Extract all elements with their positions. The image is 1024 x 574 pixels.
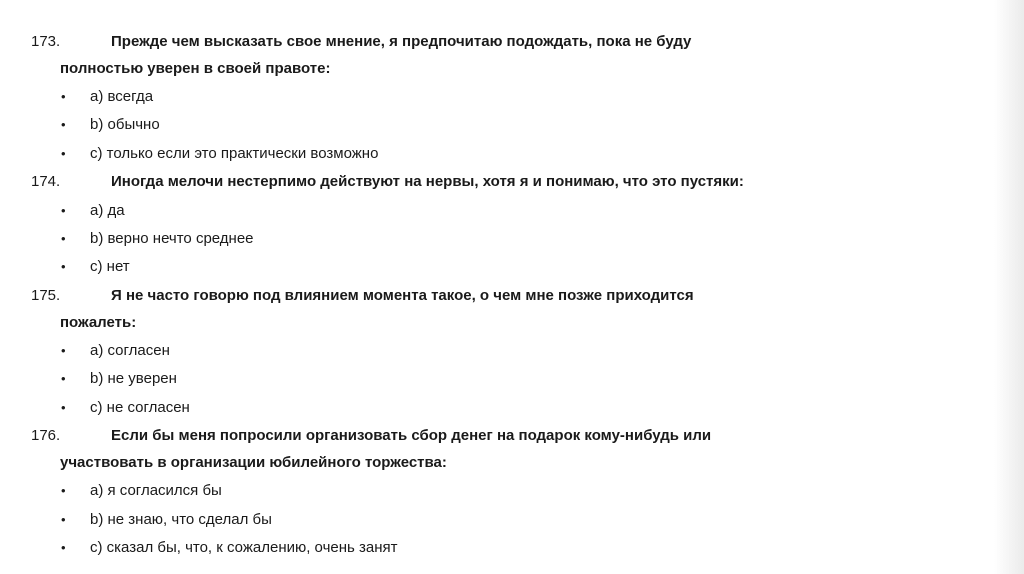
bullet-icon: • <box>61 203 66 218</box>
answer-option-label: c) не согласен <box>90 399 190 416</box>
answer-option-label: b) обычно <box>90 116 160 133</box>
answer-option-label: b) верно нечто среднее <box>90 230 254 247</box>
question-number: 174. <box>31 173 61 190</box>
answer-option-label: a) согласен <box>90 342 170 359</box>
answer-option-label: b) не уверен <box>90 370 177 387</box>
question-number: 173. <box>31 33 61 50</box>
question-text: пожалеть: <box>60 314 137 331</box>
bullet-icon: • <box>61 371 66 386</box>
question-text: Если бы меня попросили организовать сбор денег на подарок кому-нибудь или <box>111 427 712 444</box>
answer-option-label: c) нет <box>90 258 130 275</box>
bullet-icon: • <box>61 117 66 132</box>
answer-option-label: a) я согласился бы <box>90 482 222 499</box>
answer-option-label: c) только если это практически возможно <box>90 145 379 162</box>
bullet-icon: • <box>61 259 66 274</box>
bullet-icon: • <box>61 89 66 104</box>
question-number: 176. <box>31 427 61 444</box>
question-text: участвовать в организации юбилейного торжества: <box>60 454 447 471</box>
question-text: Я не часто говорю под влиянием момента такое, о чем мне позже приходится <box>111 287 694 304</box>
answer-option-label: a) да <box>90 202 125 219</box>
bullet-icon: • <box>61 146 66 161</box>
page-edge-shadow <box>994 0 1024 574</box>
question-text: Прежде чем высказать свое мнение, я предпочитаю подождать, пока не буду <box>111 33 692 50</box>
answer-option-label: c) сказал бы, что, к сожалению, очень занят <box>90 539 398 556</box>
bullet-icon: • <box>61 400 66 415</box>
question-text: полностью уверен в своей правоте: <box>60 60 331 77</box>
question-text: Иногда мелочи нестерпимо действуют на нервы, хотя я и понимаю, что это пустяки: <box>111 173 744 190</box>
answer-option-label: b) не знаю, что сделал бы <box>90 511 272 528</box>
bullet-icon: • <box>61 483 66 498</box>
bullet-icon: • <box>61 343 66 358</box>
bullet-icon: • <box>61 540 66 555</box>
answer-option-label: a) всегда <box>90 88 154 105</box>
question-number: 175. <box>31 287 61 304</box>
bullet-icon: • <box>61 231 66 246</box>
bullet-icon: • <box>61 512 66 527</box>
